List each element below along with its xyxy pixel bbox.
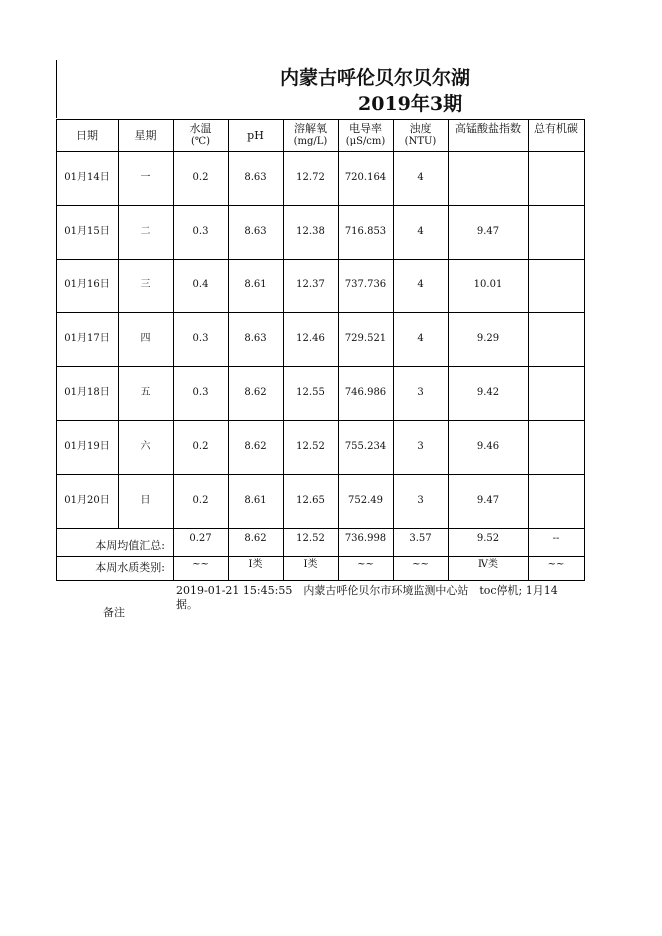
table-cell: 9.42: [476, 387, 500, 399]
table-cell: 9.47: [476, 225, 500, 237]
table-cell: 12.52: [296, 440, 325, 452]
grid-line: [56, 580, 585, 581]
class-cell: ~~: [357, 559, 374, 570]
table-cell: 六: [140, 440, 151, 452]
table-cell: 01月15日: [64, 225, 110, 237]
grid-line: [228, 119, 229, 580]
header-label: 水温: [189, 122, 212, 135]
grid-line: [173, 119, 174, 580]
header-cell: [528, 119, 584, 151]
table-cell: 二: [140, 225, 151, 237]
table-cell: 三: [140, 279, 151, 291]
header-cell: [228, 119, 283, 151]
grid-line: [56, 366, 585, 367]
grid-line: [338, 119, 339, 580]
table-cell: 746.986: [344, 387, 387, 399]
table-cell: 10.01: [473, 279, 503, 291]
table-cell: 01月19日: [64, 440, 110, 452]
grid-line: [56, 528, 585, 529]
grid-line: [528, 119, 529, 580]
summary-cell: 12.52: [296, 533, 325, 544]
table-cell: 日: [140, 494, 151, 506]
table-cell: 737.736: [344, 279, 387, 291]
table-cell: 9.29: [476, 333, 500, 345]
table-cell: 01月18日: [64, 387, 110, 399]
header-label: 日期: [76, 128, 98, 142]
grid-line: [448, 119, 449, 580]
table-cell: 752.49: [348, 494, 383, 506]
header-cell: [283, 119, 338, 151]
table-cell: [448, 151, 528, 205]
table-cell: 4: [417, 279, 424, 291]
report-title: 内蒙古呼伦贝尔贝尔湖: [280, 67, 471, 89]
table-cell: 0.2: [192, 171, 209, 183]
table-cell: 一: [140, 171, 151, 183]
table-cell: 3: [417, 387, 424, 399]
title-area: [56, 60, 586, 120]
table-cell: 8.63: [244, 333, 267, 345]
table-cell: 0.2: [192, 494, 209, 506]
grid-line: [56, 312, 585, 313]
table-cell: [528, 366, 584, 420]
table-cell: 01月14日: [64, 171, 110, 183]
grid-line: [56, 474, 585, 475]
remark-text-line2: 据。: [176, 598, 198, 611]
grid-line: [283, 119, 284, 580]
header-cell: [448, 119, 528, 151]
table-cell: [528, 474, 584, 528]
grid-line: [393, 119, 394, 580]
table-cell: 五: [140, 387, 151, 399]
table-cell: [528, 259, 584, 313]
table-cell: 0.3: [192, 333, 209, 345]
header-unit: (μS/cm): [345, 136, 386, 147]
grid-line: [56, 205, 585, 206]
remark-label: 备注: [103, 606, 125, 619]
header-unit: (℃): [191, 136, 210, 147]
header-label: pH: [247, 128, 264, 142]
class-cell: ~~: [547, 559, 565, 570]
summary-cell: 736.998: [344, 533, 387, 544]
summary-cell: 8.62: [244, 533, 267, 544]
summary-cell: --: [552, 533, 560, 544]
table-cell: 4: [417, 333, 424, 345]
table-cell: 716.853: [344, 225, 387, 237]
header-label: 星期: [134, 128, 157, 142]
header-cell: [393, 119, 448, 151]
table-cell: 720.164: [344, 171, 387, 183]
grid-line: [56, 119, 585, 120]
class-cell: Ⅳ类: [478, 559, 498, 570]
table-cell: 12.37: [296, 279, 325, 291]
table-cell: 8.62: [244, 440, 267, 452]
summary-cell: 3.57: [409, 533, 432, 544]
header-label: 总有机碳: [534, 122, 578, 135]
header-label: 电导率: [349, 122, 382, 135]
table-cell: 755.234: [344, 440, 387, 452]
table-cell: 01月17日: [64, 333, 110, 345]
table-cell: 01月20日: [64, 494, 110, 506]
header-cell: [173, 119, 228, 151]
table-cell: 9.47: [476, 494, 500, 506]
table-cell: [528, 420, 584, 474]
table-cell: 8.62: [244, 387, 267, 399]
grid-line: [56, 119, 57, 580]
header-unit: (NTU): [404, 136, 437, 147]
table-cell: 3: [417, 494, 424, 506]
table-cell: 4: [417, 225, 424, 237]
remark-text-line1: 2019-01-21 15:45:55 内蒙古呼伦贝尔市环境监测中心站 toc停机; 1月14: [176, 584, 558, 597]
table-cell: 3: [417, 440, 424, 452]
grid-line: [56, 420, 585, 421]
class-cell: ~~: [192, 559, 209, 570]
table-cell: 0.2: [192, 440, 209, 452]
table-cell: 8.61: [244, 279, 267, 291]
summary-label: 本周均值汇总:: [95, 539, 165, 552]
header-cell: [338, 119, 393, 151]
header-unit: (mg/L): [293, 136, 328, 147]
table-cell: [528, 205, 584, 259]
class-cell: ~~: [412, 559, 429, 570]
table-cell: 12.65: [296, 494, 325, 506]
grid-line: [56, 556, 585, 557]
table-cell: 12.38: [296, 225, 325, 237]
table-cell: 0.4: [192, 279, 209, 291]
table-cell: 0.3: [192, 387, 209, 399]
class-cell: Ⅰ类: [248, 559, 263, 570]
table-cell: 12.55: [296, 387, 325, 399]
table-cell: 729.521: [344, 333, 387, 345]
table-cell: [528, 312, 584, 366]
table-cell: 四: [140, 333, 151, 345]
table-cell: 4: [417, 171, 424, 183]
summary-cell: 0.27: [189, 533, 212, 544]
table-cell: 12.46: [296, 333, 325, 345]
summary-cell: 9.52: [476, 533, 500, 544]
grid-line: [118, 119, 119, 528]
grid-line: [56, 259, 585, 260]
table-cell: 8.63: [244, 225, 267, 237]
class-cell: Ⅰ类: [303, 559, 318, 570]
class-label: 本周水质类别:: [95, 561, 165, 574]
table-cell: 01月16日: [64, 279, 110, 291]
header-cell: [118, 119, 173, 151]
table-cell: 9.46: [476, 440, 500, 452]
table-cell: 8.63: [244, 171, 267, 183]
table-cell: 0.3: [192, 225, 209, 237]
header-label: 溶解氧: [294, 122, 327, 135]
table-cell: 8.61: [244, 494, 267, 506]
report-subtitle: 2019年3期: [358, 93, 463, 115]
header-label: 高锰酸盐指数: [455, 122, 521, 135]
header-cell: [56, 119, 118, 151]
table-cell: 12.72: [296, 171, 325, 183]
table-cell: [528, 151, 584, 205]
header-label: 浊度: [409, 122, 432, 135]
grid-line: [56, 151, 585, 152]
grid-line: [584, 119, 585, 580]
